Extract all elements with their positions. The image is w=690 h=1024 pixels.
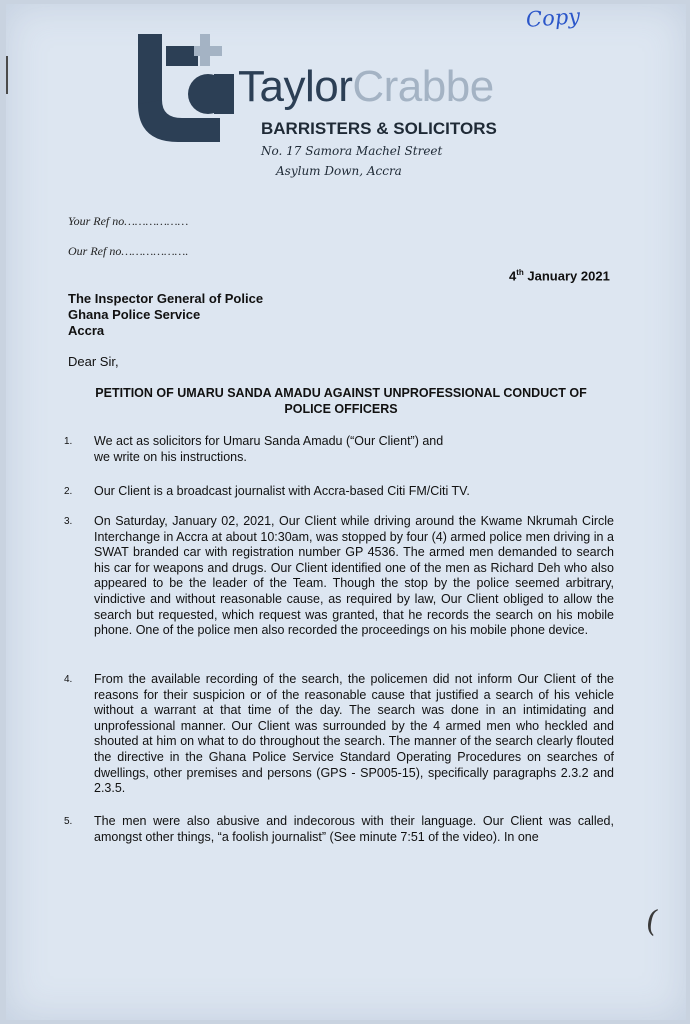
subject-heading: PETITION OF UMARU SANDA AMADU AGAINST UNPROFESSIONAL CONDUCT OF POLICE OFFICERS xyxy=(95,386,587,416)
date-suffix: th xyxy=(516,268,524,277)
paragraph-text: The men were also abusive and indecorous with their language. Our Client was called, amongst other things, “a foolish journalist” (See minute 7:51 of the video). In one xyxy=(94,814,614,844)
firm-name-crabbe: Crabbe xyxy=(352,62,494,111)
your-ref: Your Ref no……………… xyxy=(68,214,189,228)
paragraph-text: On Saturday, January 02, 2021, Our Client while driving around the Kwame Nkrumah Circle Interchange in Accra at about 10:30am, was stopped by four (4) armed police men driving in a SWAT branded car with registration number GP 4536. The armed men demanded to search his car for weapons and drugs. Our Client identified one of the men as Richard Deh who also appeared to be the leader of the Team. Though the stop by the police seemed arbitrary, vindictive and without reasonable cause, as required by law, Our Client obliged to allow the search but requested, which request was granted, that he records the search on his mobile phone. One of the police men also recorded the proceedings on his mobile phone device. xyxy=(94,514,614,638)
firm-logo-icon xyxy=(138,34,234,144)
paragraph-number: 5. xyxy=(64,816,73,827)
date-rest: January 2021 xyxy=(523,268,610,284)
paragraph-number: 4. xyxy=(64,674,73,685)
addressee-line-1: The Inspector General of Police xyxy=(68,291,264,306)
paragraph-4 xyxy=(64,672,614,797)
salutation: Dear Sir, xyxy=(68,354,119,369)
letter-date xyxy=(509,268,610,283)
copy-stamp: Copy xyxy=(525,4,581,32)
paragraph-text: We act as solicitors for Umaru Sanda Amadu (“Our Client”) and we write on his instructions. xyxy=(94,434,444,464)
pen-mark: ( xyxy=(643,903,661,940)
date-day: 4 xyxy=(509,268,517,284)
firm-subtitle: BARRISTERS & SOLICITORS xyxy=(261,119,497,138)
address-line-1: No. 17 Samora Machel Street xyxy=(261,144,443,158)
margin-mark xyxy=(6,56,8,94)
paragraph-1 xyxy=(64,434,614,465)
paragraph-text: From the available recording of the search, the policemen did not inform Our Client of the reasons for their suspicion or of the reasonable cause that justified a search of his vehicle without a warrant at that time of the day. The search was done in an intimidating and unprofessional manner. Our Client was surrounded by the 4 armed men who heckled and shouted at him on what to do throughout the search. The manner of the search clearly flouted the directive in the Ghana Police Service Standard Operating Procedures on searches of dwellings, other premises and persons (GPS - SP005-15), specifically paragraphs 2.3.2 and 2.3.5. xyxy=(94,672,614,796)
paragraph-number: 2. xyxy=(64,486,73,497)
firm-name xyxy=(238,62,494,112)
address-line-2: Asylum Down, Accra xyxy=(276,164,402,178)
paragraph-5 xyxy=(64,814,614,845)
paragraph-2 xyxy=(64,484,614,500)
addressee-line-2: Ghana Police Service xyxy=(68,307,201,322)
letter-page xyxy=(6,4,686,1020)
addressee-line-3: Accra xyxy=(68,323,105,338)
our-ref: Our Ref no………………. xyxy=(68,244,189,258)
paragraph-3 xyxy=(64,514,614,639)
firm-name-taylor: Taylor xyxy=(238,62,353,111)
paragraph-number: 1. xyxy=(64,436,73,447)
paragraph-number: 3. xyxy=(64,516,73,527)
paragraph-text: Our Client is a broadcast journalist with Accra-based Citi FM/Citi TV. xyxy=(94,484,470,498)
addressee-block xyxy=(68,291,263,339)
